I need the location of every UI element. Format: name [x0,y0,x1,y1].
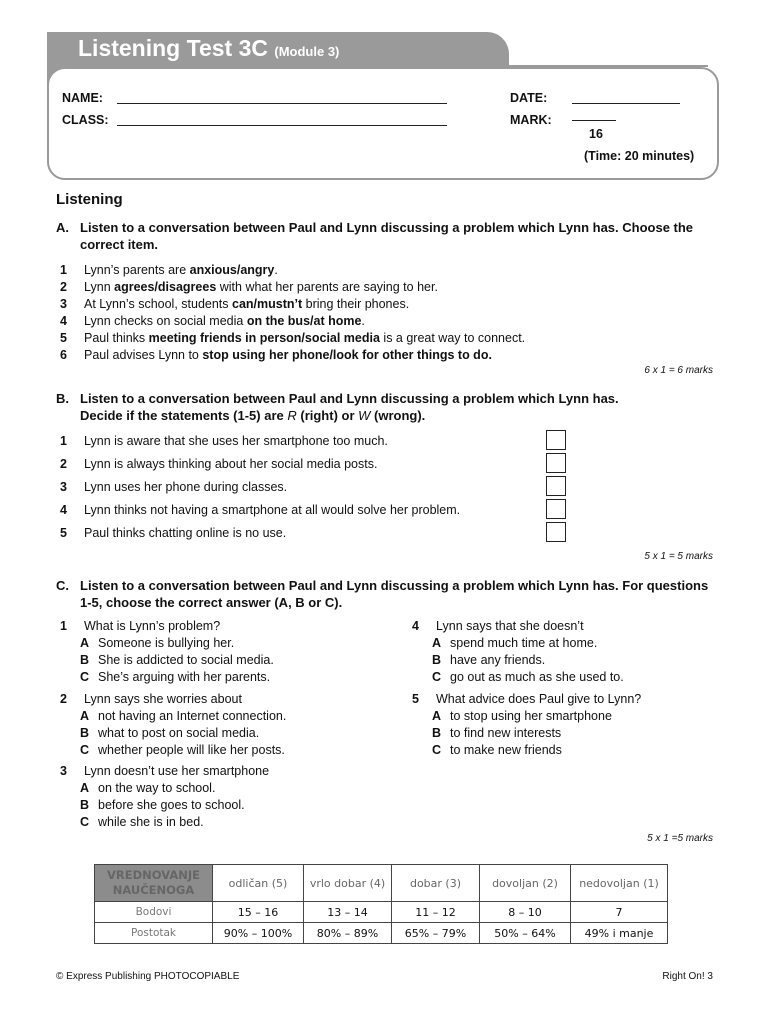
answer-option[interactable]: C whether people will like her posts. [80,743,285,757]
class-label: CLASS: [62,113,109,127]
grade-header: dobar (3) [392,865,480,902]
answer-option[interactable]: B what to post on social media. [80,726,260,740]
points-cell: 7 [571,902,668,923]
percent-cell: 50% – 64% [480,923,571,944]
part-b-marks: 5 x 1 = 5 marks [644,551,713,562]
choice-options[interactable]: agrees/disagrees [114,280,217,294]
name-field[interactable] [117,103,447,104]
time-limit: (Time: 20 minutes) [584,149,695,163]
answer-option[interactable]: B have any friends. [432,653,546,667]
date-label: DATE: [510,91,548,105]
mark-label: MARK: [510,113,552,127]
points-row-label: Bodovi [95,902,213,923]
choice-options[interactable]: meeting friends in person/social media [148,331,380,345]
points-cell: 11 – 12 [392,902,480,923]
answer-option[interactable]: C while she is in bed. [80,815,204,829]
percent-cell: 49% i manje [571,923,668,944]
grade-header: dovoljan (2) [480,865,571,902]
answer-box[interactable] [546,522,566,542]
answer-option[interactable]: A spend much time at home. [432,636,598,650]
percent-cell: 65% – 79% [392,923,480,944]
answer-option[interactable]: A not having an Internet connection. [80,709,287,723]
percent-cell: 80% – 89% [304,923,392,944]
class-field[interactable] [117,125,447,126]
points-cell: 8 – 10 [480,902,571,923]
answer-box[interactable] [546,453,566,473]
mark-total: 16 [589,127,603,141]
grading-table [94,864,668,944]
grade-header: vrlo dobar (4) [304,865,392,902]
answer-option[interactable]: A on the way to school. [80,781,216,795]
answer-box[interactable] [546,430,566,450]
points-cell: 15 – 16 [213,902,304,923]
part-c-marks: 5 x 1 =5 marks [647,833,713,844]
footer-book: Right On! 3 [662,971,713,982]
grade-header: nedovoljan (1) [571,865,668,902]
percent-cell: 90% – 100% [213,923,304,944]
answer-box[interactable] [546,476,566,496]
answer-option[interactable]: C to make new friends [432,743,562,757]
grading-header: VREDNOVANJE NAUČENOGA [95,865,213,902]
choice-options[interactable]: stop using her phone/look for other things to do. [202,348,492,362]
grade-header: odličan (5) [213,865,304,902]
student-info-box [47,67,719,180]
mark-field[interactable] [572,120,616,121]
answer-option[interactable]: A Someone is bullying her. [80,636,235,650]
answer-option[interactable]: B to find new interests [432,726,562,740]
page-title: Listening Test 3C (Module 3) [78,35,340,61]
choice-options[interactable]: on the bus/at home [246,314,362,328]
name-label: NAME: [62,91,103,105]
choice-options[interactable]: can/mustn’t [232,297,303,311]
choice-options[interactable]: anxious/angry [189,263,275,277]
answer-box[interactable] [546,499,566,519]
points-cell: 13 – 14 [304,902,392,923]
answer-option[interactable]: C go out as much as she used to. [432,670,624,684]
answer-option[interactable]: B She is addicted to social media. [80,653,274,667]
answer-option[interactable]: A to stop using her smartphone [432,709,612,723]
module-label: (Module 3) [274,44,340,59]
part-a-marks: 6 x 1 = 6 marks [644,365,713,376]
date-field[interactable] [572,103,680,104]
footer-copyright: © Express Publishing PHOTOCOPIABLE [56,971,240,982]
percent-row-label: Postotak [95,923,213,944]
section-title: Listening [56,191,123,208]
answer-option[interactable]: B before she goes to school. [80,798,245,812]
answer-option[interactable]: C She’s arguing with her parents. [80,670,271,684]
